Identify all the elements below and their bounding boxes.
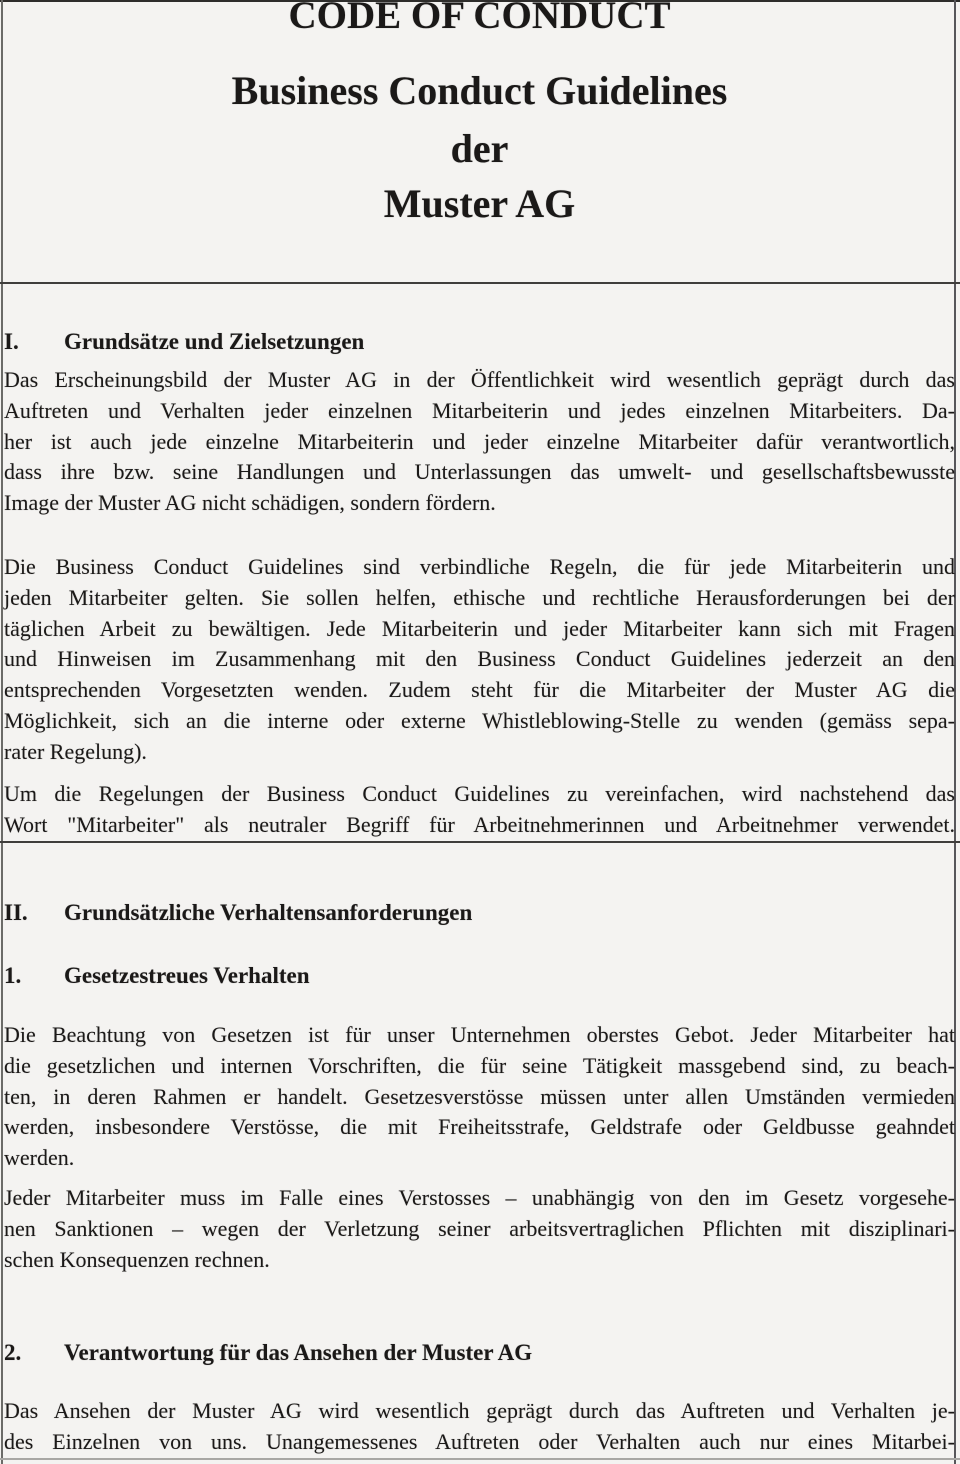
paragraph-principles-3	[4, 779, 955, 841]
document-title: CODE OF CONDUCT	[288, 0, 671, 37]
text-line: werden.	[4, 1145, 75, 1171]
section-II-number: II.	[4, 900, 28, 925]
text-line: her ist auch jede einzelne Mitarbeiterin und jeder einzelne Mitarbeiter dafür verantwortlich,	[4, 428, 955, 454]
company-name: Muster AG	[383, 181, 576, 226]
text-line: Auftreten und Verhalten jeder einzelnen Mitarbeiterin und jedes einzelnen Mitarbeiters. Da-	[4, 397, 955, 423]
document-subtitle: Business Conduct Guidelines	[231, 68, 728, 113]
text-line: nen Sanktionen – wegen der Verletzung seiner arbeitsvertraglichen Pflichten mit disziplinari-	[4, 1215, 955, 1241]
paragraph-lawful-conduct-2	[4, 1183, 955, 1275]
document-subtitle-connector: der	[450, 126, 509, 171]
paragraph-principles-2	[4, 552, 955, 768]
text-line: Um die Regelungen der Business Conduct Guidelines zu vereinfachen, wird nachstehend das	[4, 781, 955, 806]
subsection-1-number: 1.	[4, 963, 22, 988]
title-divider-rule	[0, 282, 960, 284]
text-line: ten, in deren Rahmen er handelt. Gesetzesverstösse müssen unter allen Umständen vermieden	[4, 1083, 955, 1109]
section-II-heading	[4, 897, 955, 928]
section-I-heading	[4, 326, 955, 357]
section-I-number: I.	[4, 329, 19, 354]
text-line: jeden Mitarbeiter gelten. Sie sollen helfen, ethische und rechtliche Herausforderungen bei der	[4, 584, 955, 610]
subsection-2-number: 2.	[4, 1340, 22, 1365]
text-line: Das Ansehen der Muster AG wird wesentlich geprägt durch das Auftreten und Verhalten je-	[4, 1398, 955, 1423]
text-line: Möglichkeit, sich an die interne oder externe Whistleblowing-Stelle zu wenden (gemäss sepa-	[4, 707, 955, 733]
text-line: Wort "Mitarbeiter" als neutraler Begriff für Arbeitnehmerinnen und Arbeitnehmer verwendet.	[4, 811, 955, 837]
paragraph-principles-1	[4, 365, 955, 519]
section-I-title: Grundsätze und Zielsetzungen	[64, 329, 365, 354]
paragraph-reputation-1	[4, 1396, 955, 1458]
text-line: Die Business Conduct Guidelines sind verbindliche Regeln, die für jede Mitarbeiterin und	[4, 554, 955, 579]
text-line: die gesetzlichen und internen Vorschriften, die für seine Tätigkeit massgebend sind, zu beach-	[4, 1052, 955, 1078]
text-line: Jeder Mitarbeiter muss im Falle eines Verstosses – unabhängig von den im Gesetz vorgesehe-	[4, 1185, 955, 1210]
text-line: Das Erscheinungsbild der Muster AG in der Öffentlichkeit wird wesentlich geprägt durch das	[4, 367, 955, 392]
subsection-1-title: Gesetzestreues Verhalten	[64, 963, 310, 988]
text-line: dass ihre bzw. seine Handlungen und Unterlassungen das umwelt- und gesellschaftsbewusste	[4, 459, 955, 485]
page-bottom-scan-edge	[0, 1458, 960, 1460]
text-line: Die Beachtung von Gesetzen ist für unser Unternehmen oberstes Gebot. Jeder Mitarbeiter hat	[4, 1022, 955, 1047]
subsection-2-title: Verantwortung für das Ansehen der Muster AG	[64, 1340, 533, 1365]
text-line: werden, insbesondere Verstösse, die mit Freiheitsstrafe, Geldstrafe oder Geldbusse geahndet	[4, 1114, 955, 1140]
text-line: Image der Muster AG nicht schädigen, sondern fördern.	[4, 490, 496, 516]
text-line: schen Konsequenzen rechnen.	[4, 1246, 270, 1272]
text-line: täglichen Arbeit zu bewältigen. Jede Mitarbeiterin und jeder Mitarbeiter kann sich mit Fragen	[4, 615, 955, 641]
section-divider-rule	[0, 841, 960, 843]
text-line: rater Regelung).	[4, 738, 147, 764]
subsection-1-heading	[4, 960, 955, 991]
text-line: und Hinweisen im Zusammenhang mit den Business Conduct Guidelines jederzeit an den	[4, 646, 955, 672]
text-line: entsprechenden Vorgesetzten wenden. Zudem steht für die Mitarbeiter der Muster AG die	[4, 677, 955, 703]
paragraph-lawful-conduct-1	[4, 1020, 955, 1174]
page-border-left	[1, 0, 3, 1464]
section-II-title: Grundsätzliche Verhaltensanforderungen	[64, 900, 473, 925]
text-line: des Einzelnen von uns. Unangemessenes Auftreten oder Verhalten auch nur eines Mitarbei-	[4, 1428, 955, 1454]
subsection-2-heading	[4, 1337, 955, 1368]
